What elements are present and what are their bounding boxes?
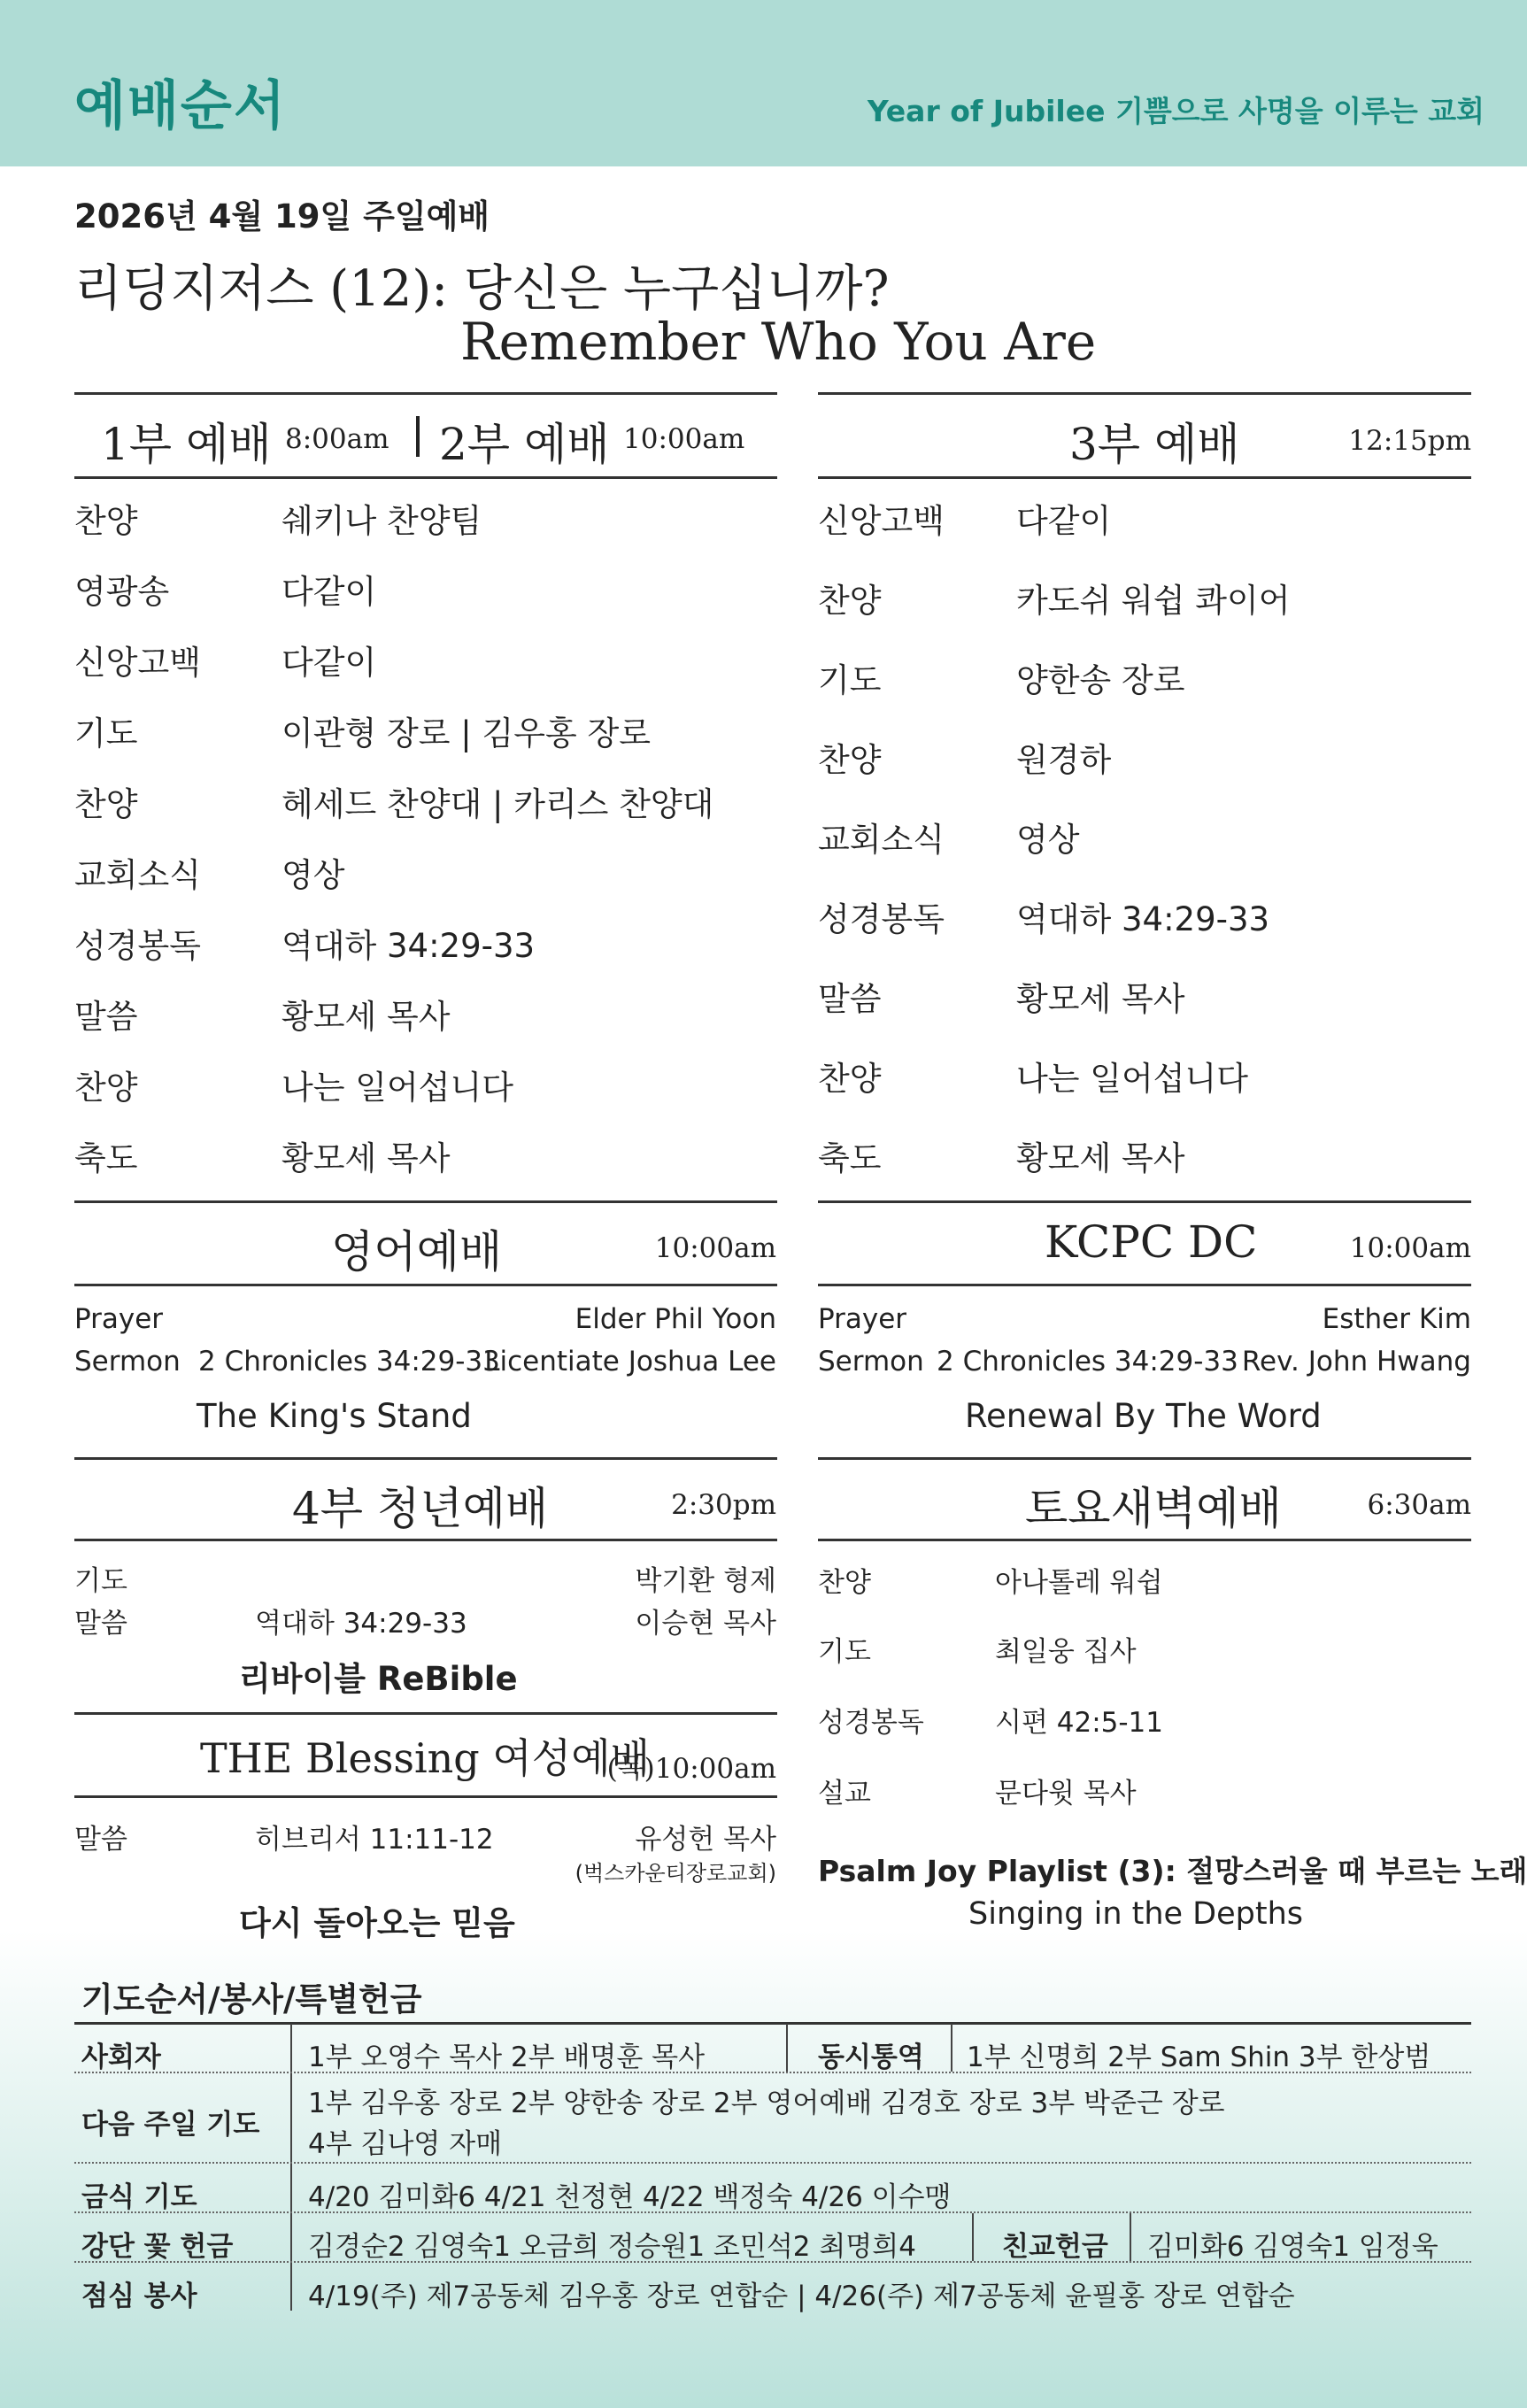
kcpc-prayer-label: Prayer: [818, 1303, 907, 1335]
service1-time: 8:00am: [285, 423, 389, 455]
order-label: 영광송: [74, 573, 170, 611]
table-row: [74, 2073, 1471, 2164]
divider: [74, 392, 777, 395]
order-value: 황모세 목사: [1016, 980, 1185, 1018]
kcpc-sermon-passage: 2 Chronicles 34:29-33: [937, 1346, 1238, 1378]
divider: [818, 476, 1471, 479]
english-prayer-person: Elder Phil Yoon: [575, 1303, 776, 1335]
column-divider: [1130, 2213, 1131, 2261]
presider-value: 1부 오영수 목사 2부 배명훈 목사: [308, 2041, 706, 2073]
order-value: 황모세 목사: [1016, 1139, 1185, 1177]
blessing-service-title: THE Blessing 여성예배: [200, 1734, 651, 1782]
lunch-service-value: 4/19(주) 제7공동체 김우홍 장로 연합순 | 4/26(주) 제7공동체 윤필홍 장로 연합순: [308, 2281, 1295, 2312]
order-label: 신앙고백: [74, 644, 201, 682]
youth-service-title: 4부 청년예배: [292, 1483, 549, 1534]
saturday-series-subtitle: Singing in the Depths: [968, 1896, 1304, 1932]
sermon-title-english: Remember Who You Are: [460, 312, 1097, 372]
table-row: [74, 2263, 1471, 2311]
youth-sermon-passage: 역대하 34:29-33: [255, 1608, 467, 1640]
kcpc-service-time: 10:00am: [1349, 1232, 1471, 1264]
blessing-service-time: (목)10:00am: [606, 1753, 776, 1785]
order-value: 다같이: [1016, 502, 1112, 540]
divider: [818, 1284, 1471, 1286]
header-band: [0, 0, 1527, 166]
order-label: 말씀: [818, 980, 882, 1018]
divider: [74, 1712, 777, 1715]
kcpc-sermon-person: Rev. John Hwang: [1241, 1346, 1471, 1378]
divider: [818, 392, 1471, 395]
service1-title: 1부 예배: [101, 419, 272, 470]
order-label: 축도: [74, 1139, 138, 1177]
divider-bar: [416, 416, 420, 457]
divider: [74, 476, 777, 479]
order-value: 황모세 목사: [281, 998, 451, 1036]
divider: [74, 1539, 777, 1541]
fellowship-offering-label: 친교헌금: [1002, 2231, 1108, 2263]
youth-sermon-title: 리바이블 ReBible: [239, 1660, 518, 1698]
english-sermon-passage: 2 Chronicles 34:29-33: [198, 1346, 500, 1378]
service3-time: 12:15pm: [1348, 425, 1471, 457]
fasting-prayer-value: 4/20 김미화6 4/21 천정현 4/22 백정숙 4/26 이수맹: [308, 2181, 952, 2213]
table-row: [74, 2213, 1471, 2263]
order-value: 카도쉬 워쉽 콰이어: [1016, 582, 1291, 620]
order-value: 시편 42:5-11: [995, 1707, 1163, 1739]
order-label: 찬양: [818, 1060, 882, 1098]
service2-time: 10:00am: [623, 423, 745, 455]
order-value: 쉐키나 찬양팀: [281, 502, 482, 540]
english-prayer-label: Prayer: [74, 1303, 164, 1335]
fellowship-offering-value: 김미화6 김영숙1 임정욱: [1147, 2231, 1438, 2263]
order-label: 기도: [818, 1636, 871, 1668]
table-row: [74, 2024, 1471, 2073]
service-date: 2026년 4월 19일 주일예배: [74, 197, 490, 235]
order-label: 성경봉독: [818, 900, 945, 938]
order-label: 찬양: [818, 1567, 871, 1599]
column-divider: [972, 2213, 974, 2261]
order-value: 영상: [1016, 821, 1080, 859]
next-prayer-label: 다음 주일 기도: [81, 2109, 260, 2141]
order-label: 교회소식: [74, 856, 201, 894]
order-value: 역대하 34:29-33: [281, 927, 536, 965]
saturday-service-time: 6:30am: [1367, 1489, 1471, 1521]
divider: [74, 1795, 777, 1798]
order-value: 영상: [281, 856, 345, 894]
saturday-service-title: 토요새벽예배: [1025, 1483, 1282, 1534]
blessing-sermon-church: (벅스카운티장로교회): [575, 1861, 776, 1886]
order-label: 찬양: [818, 582, 882, 620]
order-value: 이관형 장로 | 김우홍 장로: [281, 714, 651, 752]
order-value: 다같이: [281, 644, 377, 682]
order-label: 찬양: [74, 785, 138, 823]
order-value: 나는 일어섭니다: [1016, 1060, 1248, 1098]
blessing-sermon-title: 다시 돌아오는 믿음: [239, 1904, 515, 1942]
order-label: 성경봉독: [818, 1707, 924, 1739]
order-label: 찬양: [74, 502, 138, 540]
page-title: 예배순서: [74, 75, 287, 137]
sermon-title-korean: 리딩지저스 (12): 당신은 누구십니까?: [74, 260, 890, 318]
order-value: 황모세 목사: [281, 1139, 451, 1177]
order-label: 교회소식: [818, 821, 945, 859]
lunch-service-label: 점심 봉사: [81, 2281, 197, 2312]
order-value: 최일웅 집사: [995, 1636, 1137, 1668]
order-value: 문다윗 목사: [995, 1778, 1137, 1810]
blessing-sermon-person: 유성헌 목사: [635, 1824, 776, 1856]
divider: [74, 1284, 777, 1286]
youth-service-time: 2:30pm: [671, 1489, 776, 1521]
english-service-time: 10:00am: [654, 1232, 776, 1264]
column-divider: [786, 2024, 788, 2072]
order-label: 찬양: [818, 741, 882, 779]
service2-title: 2부 예배: [439, 419, 610, 470]
english-service-title: 영어예배: [331, 1226, 503, 1277]
order-value: 다같이: [281, 573, 377, 611]
presider-label: 사회자: [81, 2041, 161, 2073]
info-heading: 기도순서/봉사/특별헌금: [81, 1980, 422, 2018]
youth-sermon-label: 말씀: [74, 1608, 127, 1640]
divider: [74, 1200, 777, 1203]
english-sermon-label: Sermon: [74, 1346, 181, 1378]
header-slogan: Year of Jubilee 기쁨으로 사명을 이루는 교회: [867, 94, 1485, 128]
blessing-sermon-passage: 히브리서 11:11-12: [255, 1824, 494, 1856]
english-sermon-person: Licentiate Joshua Lee: [484, 1346, 776, 1378]
order-label: 말씀: [74, 998, 138, 1036]
order-value: 원경하: [1016, 741, 1112, 779]
order-label: 기도: [818, 661, 882, 699]
divider: [74, 1457, 777, 1460]
flower-offering-value: 김경순2 김영숙1 오금희 정승원1 조민석2 최명희4: [308, 2231, 916, 2263]
divider: [818, 1539, 1471, 1541]
order-value: 헤세드 찬양대 | 카리스 찬양대: [281, 785, 714, 823]
fasting-prayer-label: 금식 기도: [81, 2181, 197, 2213]
youth-sermon-person: 이승현 목사: [635, 1608, 776, 1640]
english-sermon-title: The King's Stand: [197, 1397, 472, 1435]
order-value: 아나톨레 워쉽: [995, 1567, 1163, 1599]
order-label: 성경봉독: [74, 927, 201, 965]
column-divider: [951, 2024, 952, 2072]
order-value: 나는 일어섭니다: [281, 1069, 513, 1107]
order-label: 신앙고백: [818, 502, 945, 540]
order-label: 설교: [818, 1778, 871, 1810]
kcpc-service-title: KCPC DC: [1045, 1216, 1258, 1268]
next-prayer-line2: 4부 김나영 자매: [308, 2128, 503, 2160]
youth-prayer-label: 기도: [74, 1565, 127, 1597]
order-value: 역대하 34:29-33: [1016, 900, 1270, 938]
service3-title: 3부 예배: [1069, 419, 1240, 470]
saturday-series-title: Psalm Joy Playlist (3): 절망스러울 때 부르는 노래: [818, 1854, 1527, 1888]
order-label: 축도: [818, 1139, 882, 1177]
divider: [818, 1200, 1471, 1203]
flower-offering-label: 강단 꽃 헌금: [81, 2231, 234, 2263]
table-row: [74, 2164, 1471, 2213]
order-label: 찬양: [74, 1069, 138, 1107]
next-prayer-line1: 1부 김우홍 장로 2부 양한송 장로 2부 영어예배 김경호 장로 3부 박준근 장로: [308, 2088, 1225, 2119]
divider: [818, 1457, 1471, 1460]
interpretation-label: 동시통역: [818, 2041, 924, 2073]
kcpc-prayer-person: Esther Kim: [1322, 1303, 1471, 1335]
blessing-sermon-label: 말씀: [74, 1824, 127, 1856]
interpretation-value: 1부 신명희 2부 Sam Shin 3부 한상범: [967, 2041, 1431, 2073]
order-value: 양한송 장로: [1016, 661, 1185, 699]
youth-prayer-person: 박기환 형제: [635, 1565, 776, 1597]
kcpc-sermon-label: Sermon: [818, 1346, 924, 1378]
order-label: 기도: [74, 714, 138, 752]
kcpc-sermon-title: Renewal By The Word: [965, 1397, 1322, 1435]
